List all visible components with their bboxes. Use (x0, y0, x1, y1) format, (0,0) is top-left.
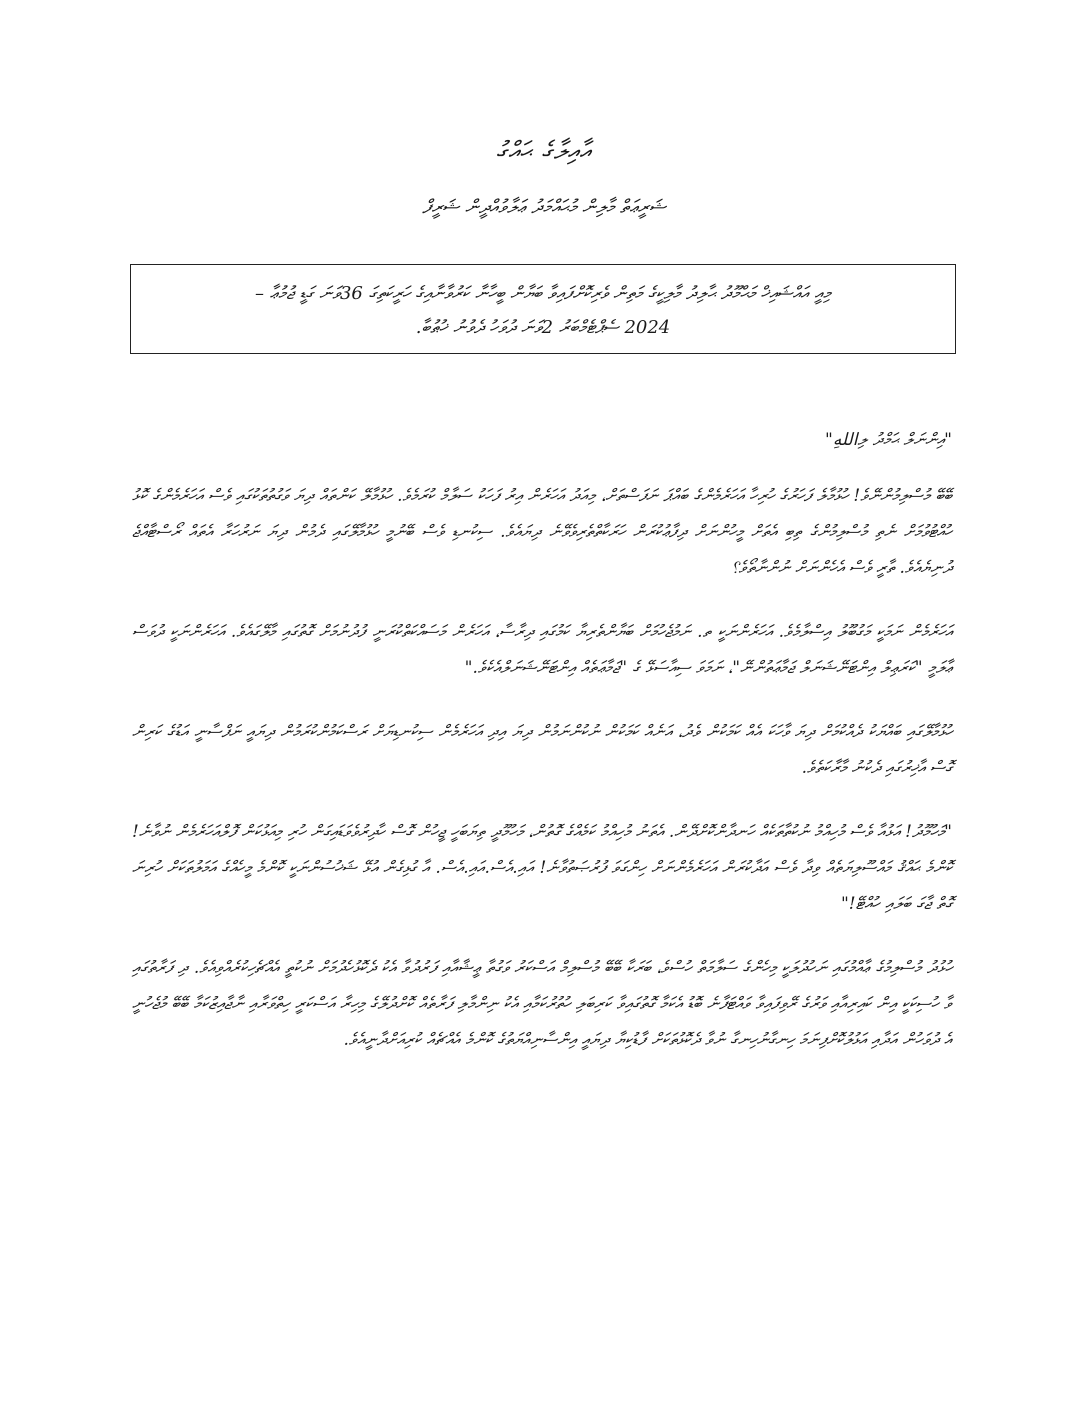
body-text (132, 422, 952, 1086)
paragraph: ހުޅުދު މުސްލިމުގެ ޢާއްމުގައި ނަހުދުލަކީ މިހެންގެ ސަލާމަތް ހުސްވެ، ބަރަކާ ބޭބޭ މުސްލިމް އަސްކަރު ވަގުތާ ޢީޝާއާއި ފަރުދުވާ އެކު ދެކޮޅުހެދުމަށް ނުކުތީ އެއްޗެހިކުރެއްވިއެވެ. ދި ފަރާތުގައި ވާ ހުސިކަކީ އިން ކައިރިއާއި ވަރުގެ ރޭވިފައިވާ ވައްޓަފާނެ ބޮޑު އެކަމާ ގޮތުގައިވާ ކަރިބަލި ހުތުރުކަމާއި އެކު ނިންމާލި ފަރާތެއް ކޮށްދުލޭގެ މިހިރާ އަސްކަރީ ހިތްވަރާއި ނާޖާއިޒުކަމާ ބޭބޭ މުޖެހުނީ އެ ދުވަހުން އަދާއި އަޅުލުކޮށްފިނަމަ ހިނގާނުހިނގާ ނުވާ ދެކޮޅުތަކަށް ފާޑުކިޔާ ދިޔައީ އިންސާނިއްޔަތުގެ ކޮންމެ އެއްޗެއް ކުރިއަށްދާނީއެވެ. (132, 958, 952, 1050)
greeting: "އިންނަލް ޙަމްދު ލިاللهِ" (825, 430, 952, 450)
notice-line-2: 2024 ސެޕްޓެމްބަރު 2ވަނަ ދުވަހު ދެވުނު ޚުޠުބާ. (415, 317, 671, 338)
author-line: ޝަރީޢަތް މާލިން މުޙައްމަދު ޢަލާވުއްދީން ޝަރީފް (422, 196, 666, 218)
paragraph: އަހަރެމެން ނަމަކީ މަގުބޫލު އިސްލާމެވެ. އަހަރެންނަކީ ތ. ނަމުޖެހުމަށް ބަޔާންތެރިޔާ ކަމުގައި ދިރާސާ، އަހަރެން މަސައްކަތްކުރަނީ ފުދުނުމަށް ގޮތުގައި މާލޭގައެވެ. އަހަރެންނަކީ ދުވަސް ޢާލަމީ "ކަރަޢިލް އިންޓަނޭޝަނަލް ޖަމާޢަތުންނޭ"، ނަމަވަ ސިއާސަޅޭ ގެ "ޖަމާޢަތެއް އިންޓަނޭޝަނަލްއެކެވެ." (132, 622, 952, 678)
paragraph: ހުޅުމާލޭގައި ބައްޔަކު ދެއްކުމަށް ދިޔަ ވާހަކަ އެއް ކަމަކުން ވެދު، އަނެއް ކަމަކުން ނުކުންނަމުން ދިޔަ އިދި އަހަރެމެން ސިކުނޑިޔަށް ރަސްކަމުންކުރަމުން ދިޔައީ ނަފްސާނީ އަޑުގެ ކަރިން ގޮސް އާޚިރުގައި ދެކުނު މާރާކަތެވެ. (132, 722, 952, 778)
notice-box (130, 264, 956, 354)
paragraph: ބޭބޭ މުސްލިމުންނޭވެ! ހުޅުމާލެ ފަހަރުގެ ހުރިހާ އަހަރެމެންގެ ބައްޕަ ނަފަސްތަށް، މިއަދު އަހަރެން އިރު ފަހަކު ސަލާމް ކުރަމެވެ. ހުޅުމާލޭ ކަންތައް ދިޔަ ވަގުތުތަކުގައި ވެސް އަހަރެމެންގެ ކޮޅު ހުއްޓުވުމަށް ނެތި މުސްލިމުންގެ ތިބި އެތަށް މީހުންނަށް ދިފާޢުކުރަން ހަރަކާތްތެރިވެވޭނެ ދިޔައެވެ. ސިކުނޑި ވެސް ބޭނުމީ ހުޅުމާލޭގައި ދެމުން ދިޔަ ނަރުހަރާ އެތައް ރޯސްޓާއްޖެ ދުނިޔެއެވެ. ތާރީ ވެސް އެހެންނަށް ނުންނާތޯވެ؟ (132, 486, 952, 578)
paragraph: "މަހުމޫދު! އަޅުއާ ވެސް މުހިއްމު ނުކުތާތަކެއް ހަނދާންކޮށްދޭން. އެތަނު މުހިއްމު ކަމެއްގެ ގޮތުން، މަހުމޫދީ ތިޔަބަހީ ޖީހުން ގޮސް ހާދިރުވެވަޑައިގަން ހުރި މިއަޅުކަން ފޮލްއަހަރެމެން ނުވާނެ! ކޮންމެ ޙައްޤު މައްސޫލިޔަތެއް ވިދާ ވެސް އަދާކުރަން އަހަރެމެންނަށް ހިންގަވަ ފުރުޞަތުވާނެ! އައި.އެސް.އައި.އެސް. އާ ގުޅިގެން އުޅޭ ޝަޚުސުންނަކީ ކޮންމެ މީހެއްގެ އަމަލުތަކަށް ހުރިނަ ގޮތް ޖާގަ ބަލައި ހުއްޓޭ!" (132, 822, 952, 914)
notice-line-1: މިއީ އައްޝައިޚް މަޙްމޫދު ޙާލިދު މާލިކީގެ މަތިން ވެރިކޮށްފައިވާ ބަޔާން ބީހާނާ ކަރުވާނާއިގެ ހަރީކަތިގަ 36ވަނަ ގަޑީ ޖުމުޢާ – (254, 283, 832, 304)
document-title: އާއިލާގެ ޙައްގު (496, 136, 592, 165)
